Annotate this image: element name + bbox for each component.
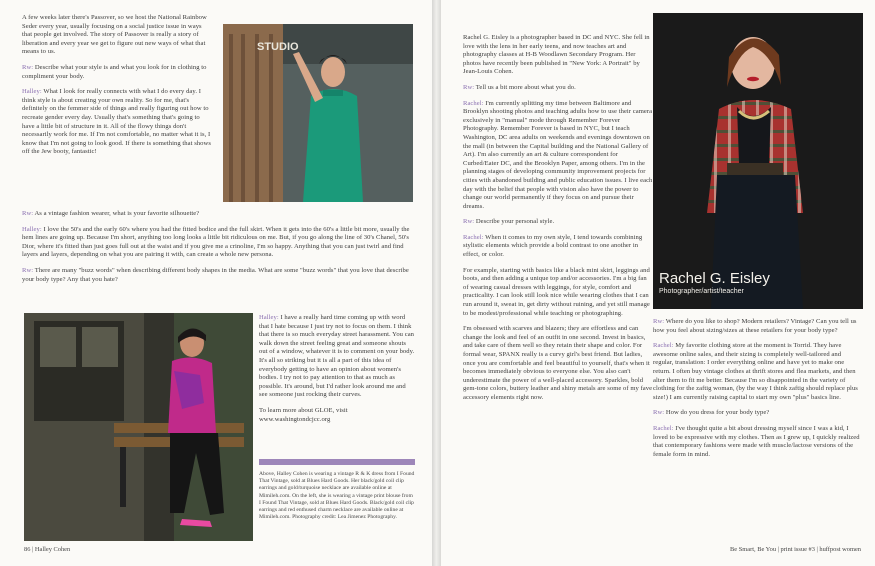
accent-bar (259, 459, 415, 465)
right-folio: Be Smart, Be You | print issue #3 | huffpost women (730, 546, 861, 553)
left-column-bottom (259, 314, 415, 431)
r-answer-1: Rachel: I'm currently splitting my time between Baltimore and Brooklyn shooting photos and teaching adults how to use their camera exclusively in "manual" mode through Remember Forever Photography. Remember Forever is based in NYC, but I teach Washington, DC area adults on weekends and evenings downtown on the mall (in between the Capital building and the National Gallery of Art). I'm also currently an art & culture correspondent for Curbed/Eater DC, and the Brooklyn Paper, among others. I'm in the planning stages of developing community improvement projects for cities with abandoned building and public education issues. I live each day with the belief that people with vision also have the power to change our world permanently if they focus on and pursue their dreams. (463, 99, 653, 210)
question-3: Rw: There are many "buzz words" when describing different body shapes in the media. What are some "buzz words" that you love that describe your body type? Any that you hate? (22, 266, 409, 283)
r-question-1: Rw: Tell us a bit more about what you do. (463, 83, 576, 91)
r-answer-3: Rachel: My favorite clothing store at the moment is Torrid. They have awesome online sales, and their sizing is completely well-tailored and regular, translation: I order everything online and have yet to make one return. I often buy vintage clothes at thrift stores and flea markets, and then alter them to fit me better. Because I'm so disappointed in the variety of clothing for the zaftig woman, (by the way I think zaftig should replace plus size!) I am currently raising capital to start my own "plus" basics line. (653, 342, 858, 401)
left-page (0, 0, 434, 566)
learn-more: To learn more about GLOE, visit www.washingtondcjcc.org (259, 406, 348, 423)
halley-bench-illustration (24, 313, 253, 541)
left-column-top (22, 14, 212, 164)
answer-3: Halley: I have a really hard time coming up with word that I hate because I just try not to focus on them. I think that there is so much everyday street harassment. You can walk down the street feeling great and someone shouts out of a window, whatever it is to comment on your body. It's all so striking but it is all a part of this idea of everybody getting to have an opinion about women's bodies. I try not to pay attention to that as much as possible. It's around, but I'd rather look around me and see someone just rocking their curves. (259, 314, 415, 399)
r-question-2: Rw: Describe your personal style. (463, 218, 555, 226)
r-question-3: Rw: Where do you like to shop? Modern retailers? Vintage? Can you tell us how you feel about sizing/sizes at these retailers for your body type? (653, 318, 857, 334)
rachel-illustration (653, 13, 863, 309)
answer-2: Halley: I love the 50's and the early 60's where you had the fitted bodice and the full skirt. When it gets into the 60's a little bit more, usually the hem lines are going up. Because I'm short, anything too long looks a little bit ridiculous on me. But, if you go along the line of 30's Chanel, 50's Dior, where it's fitted than just goes full out at the waist and if you give me a crinoline, I'm so happy. Anything that you can just twirl and find layers and layers, depending on what you are pairing it with, can create a whole new persona. (22, 225, 410, 259)
bio-paragraph: Rachel G. Eisley is a photographer based in DC and NYC. She fell in love with the lens in her early teens, and now teaches art and photography classes at H-B Woodlawn Secondary Program. Her photos have recently been published in "New York: A Portrait" by Jean-Louis Cohen. (463, 34, 650, 76)
rachel-name-card (659, 271, 770, 296)
right-page (441, 0, 875, 566)
photo-caption: Above, Halley Cohen is wearing a vintage R & K dress from I Found That Vintage, sold at Blues Hard Goods. Her black/gold coil clip earrings and gold/turquoise necklace are available online at Mimileh.com. On the left, she is wearing a vintage print blouse from I Found That Vintage, sold at Blues Hard Goods. Black/gold coil clip earrings and red enthused charm necklace are available online at Mimileh.com. Photography credit: Lea Jimenez Photography. (259, 471, 415, 521)
r-answer-4: Rachel: I've thought quite a bit about dressing myself since I was a kid, I loved to be expressive with my clothes. Then as I grew up, I quickly realized that contemporary fashions were made with muscle/lactose versions of the female form in mind. (653, 424, 860, 458)
intro-paragraph: A few weeks later there's Passover, so we host the National Rainbow Seder every year, usually focusing on a social justice issue in ways that people get involved. The story of Passover is really a story of liberation and every year we get to figure out new ways of what that means to us. (22, 14, 207, 56)
question-1: Rw: Describe what your style is and what you look for in clothing to compliment your body. (22, 63, 207, 80)
right-column-left (463, 34, 653, 410)
right-column-right (653, 318, 861, 466)
r-question-4: Rw: How do you dress for your body type? (653, 409, 770, 417)
r-answer-2c: I'm obsessed with scarves and blazers; they are effortless and can change the look and feel of an outfit in one second. Invest in basics, and take care of them well so they retain their shape and color. For formal wear, SPANX really is a curvy girl's best friend. But ladies, once you are comfortable and feel beautiful to yourself, that's when it becomes immediately obvious to everyone else. You also can't underestimate the power of a well-placed accessory. Sparkles, bold gem-tone colors, buttery leather and shiny metals are some of my fave accessory elements right now. (463, 325, 653, 401)
rachel-name: Rachel G. Eisley (659, 270, 770, 287)
studio-sign: STUDIO (257, 41, 299, 53)
halley-photo-illustration (223, 24, 413, 202)
halley-pink-blouse-photo (24, 313, 253, 541)
r-answer-2: Rachel: When it comes to my own style, I tend towards combining stylistic elements which provide a bold contrast to one another in effect, or color. (463, 233, 643, 259)
rachel-photo (653, 13, 863, 309)
rachel-title: Photographer/artist/teacher (659, 288, 744, 295)
question-2: Rw: As a vintage fashion wearer, what is your favorite silhouette? (22, 210, 200, 217)
left-column-mid (22, 210, 414, 291)
left-folio: 86 | Halley Cohen (24, 546, 71, 553)
answer-1: Halley: What I look for really connects with what I do every day. I think style is about creating your own reality. So for me, that's definitely on the femmer side of things and really figuring out how to recreate gender every day. Usually that's something that's going to have a little bit of structure in it. All of the flowy things don't necessarily work for me. If I'm not comfortable, no matter what it is, I know that I'm not going to look good. If there is something that shows off the Jew booty, fantastic! (22, 88, 211, 156)
r-answer-2b: For example, starting with basics like a black mini skirt, leggings and boots, and then adding a unique top and/or accessories. I'm a big fan of wearing casual dresses with leggings, for style, comfort and practicality. I can look still look nice while wearing clothes that I can run around it, sweat in, get dirty without ruining, and yet still manage to be modest/professional while teaching or photographing. (463, 266, 650, 317)
halley-green-dress-photo (223, 24, 413, 202)
